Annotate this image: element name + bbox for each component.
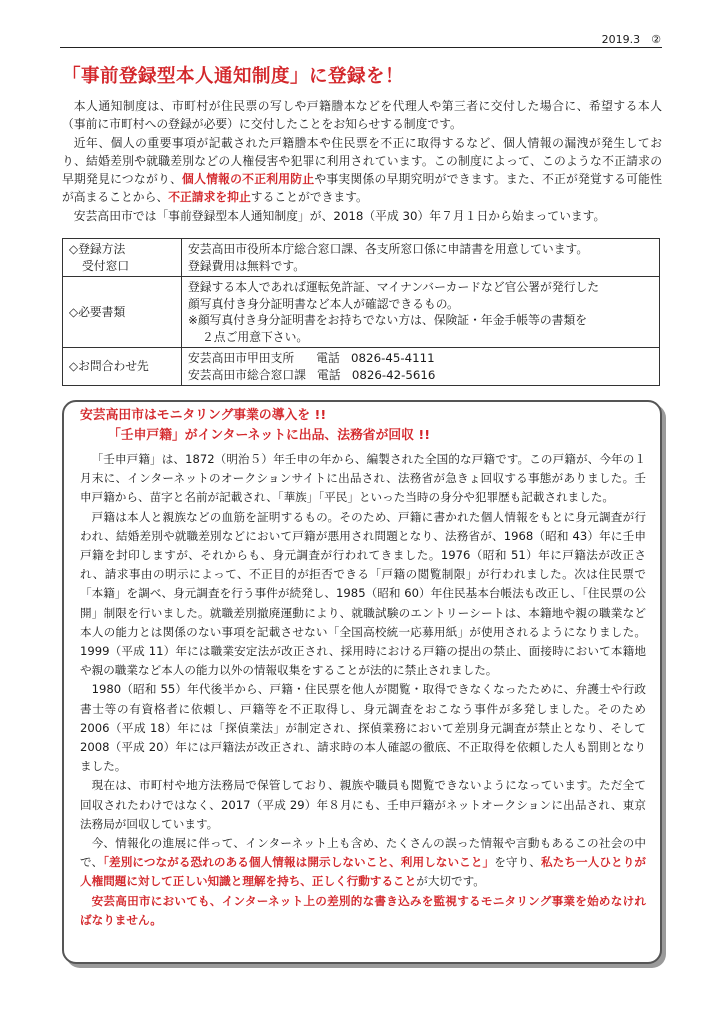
intro-paragraph-1: 本人通知制度は、市町村が住民票の写しや戸籍謄本などを代理人や第三者に交付した場合に、希望する本人（事前に市町村への登録が必要）に交付したことをお知らせする制度です。 [62,99,662,132]
box-paragraph-3: 1980（昭和 55）年代後半から、戸籍・住民票を他人が閲覧・取得できなくなったために、弁護士や行政書士等の有資格者に依頼し、戸籍等を不正取得し、身元調査をおこなう事件が多発しました。そのため 2006（平成 18）年には「探偵業法」が制定され、探偵業務において差別身元調査が禁止となり、そして 2008（平成 20）年には戸籍法が改正され、請求時の本人確認の徹底、不正取得を依頼した人も罰則となりました。 [80,682,646,774]
monitoring-box [62,400,662,964]
phone-label: 電話 [316,351,340,365]
label-line: ◇登録方法 [69,242,126,256]
box-paragraph-5 [80,834,646,892]
intro-paragraph-3: 安芸高田市では「事前登録型本人通知制度」が、2018（平成 30）年７月１日から始まっています。 [73,208,606,223]
label-line: 受付窓口 [82,258,130,273]
intro-paragraph-2 [62,134,662,207]
highlight-text: 「差別につながる恐れのある個人情報は開示しないこと、利用しないこと」 [103,855,495,870]
box-heading [80,406,430,446]
table-row [63,277,660,348]
row-label [63,239,182,277]
content-line: ２点ご用意下さい。 [202,329,309,344]
row-label: ◇必要書類 [63,277,182,348]
row-content [182,277,660,348]
row-content [182,348,660,386]
intro-text: や事実関係の早期究明ができます。また、不正が発覚する可能性が高まることから、 [62,172,662,205]
content-line: 登録する本人であれば運転免許証、マイナンバーカードなど官公署が発行した [188,280,600,294]
box-paragraph-6: 安芸高田市においても、インターネット上の差別的な書き込みを監視するモニタリング事業を始めなければなりません。 [80,893,646,927]
row-content [182,239,660,277]
phone-label: 電話 [316,367,341,382]
box-paragraph-4: 現在は、市町村や地方法務局で保管しており、親族や職員も閲覧できないようになっています。ただ全て回収されたわけではなく、2017（平成 29）年８月にも、壬申戸籍がネットオークションに出品され、東京法務局が回収しています。 [80,778,646,831]
info-table [62,238,660,386]
box-paragraph-1: 「壬申戸籍」は、1872（明治５）年壬申の年から、編製された全国的な戸籍です。この戸籍が、今年の１月末に、インターネットのオークションサイトに出品され、法務省が急きょ回収する事態がありました。壬申戸籍から、苗字と名前が記載され、「華族」「平民」といった当時の身分や犯罪歴も記載されました。 [80,452,646,505]
highlight-text: 個人情報の不正利用防止 [182,172,315,187]
intro-text: 近年、個人の重要事項が記載された戸籍謄本や住民票を不正に取得するなど、個人情報の漏洩が発生しており、結婚差別や就職差別などの人権侵害や犯罪に利用されています。この制度によって、このような不正請求の早期発見につながり、 [62,135,662,187]
box-text: 今、情報化の進展に伴って、インターネット上も含め、たくさんの誤った情報や言動もあるこの社会の中で、 [80,836,646,870]
box-text: を守り、 [494,855,541,870]
box-body [80,450,646,930]
table-row [63,239,660,277]
highlight-text: 私たち一人ひとりが人権問題に対して正しい知識と理解を持ち、正しく行動すること [80,855,646,889]
header-rule [60,47,662,48]
content-line: 顔写真付き身分証明書など本人が確認できるもの。 [188,296,459,311]
contact-line [188,367,653,384]
intro-section [62,97,662,225]
box-heading-line-2: 「壬申戸籍」がインターネットに出品、法務省が回収 !! [108,428,431,443]
box-text: が大切です。 [416,874,485,889]
box-heading-line-1: 安芸高田市はモニタリング事業の導入を !! [80,408,327,423]
intro-text: することができます。 [250,190,368,205]
page-number: 2019.3 ② [601,33,661,46]
contact-line [188,350,653,367]
page-title: 「事前登録型本人通知制度」に登録を！ [62,66,405,87]
box-paragraph-2: 戸籍は本人と親族などの血筋を証明するもの。そのため、戸籍に書かれた個人情報をもとに身元調査が行われ、結婚差別や就職差別などにおいて戸籍が悪用され問題となり、法務省が、1968（昭和 43）年に壬申戸籍を封印しますが、それからも、身元調査が行われてきました。1976（昭和 51）年に戸籍法が改正され、請求事由の明示によって、不正目的が拒否できる「戸籍の閲覧制限」が行われました。次は住民票で「本籍」を調べ、身元調査を行う事件が続発し、1985（昭和 60）年住民基本台帳法も改正し、「住民票の公開」制限を行いました。就職差別撤廃運動により、就職試験のエントリーシートは、本籍地や親の職業など本人の能力とは関係のない事項を記載させない「全国高校統一応募用紙」が使用されるようになりました。1999（平成 11）年には職業安定法が改正され、採用時における戸籍の提出の禁止、面接時において本籍地や親の職業など本人の能力以外の情報収集をすることが法的に禁止されました。 [80,509,646,678]
table-row [63,348,660,386]
phone-number: 0826-45-4111 [351,351,435,365]
content-line: 登録費用は無料です。 [188,258,306,273]
content-line: ※顔写真付き身分証明書をお持ちでない方は、保険証・年金手帳等の書類を [188,313,588,327]
highlight-text: 不正請求を抑止 [168,190,251,205]
phone-number: 0826-42-5616 [351,367,436,382]
office-name: 安芸高田市総合窓口課 [188,367,306,382]
content-line: 安芸高田市役所本庁総合窓口課、各支所窓口係に申請書を用意しています。 [188,242,589,256]
office-name: 安芸高田市甲田支所 [188,351,295,365]
row-label: ◇お問合わせ先 [63,348,182,386]
